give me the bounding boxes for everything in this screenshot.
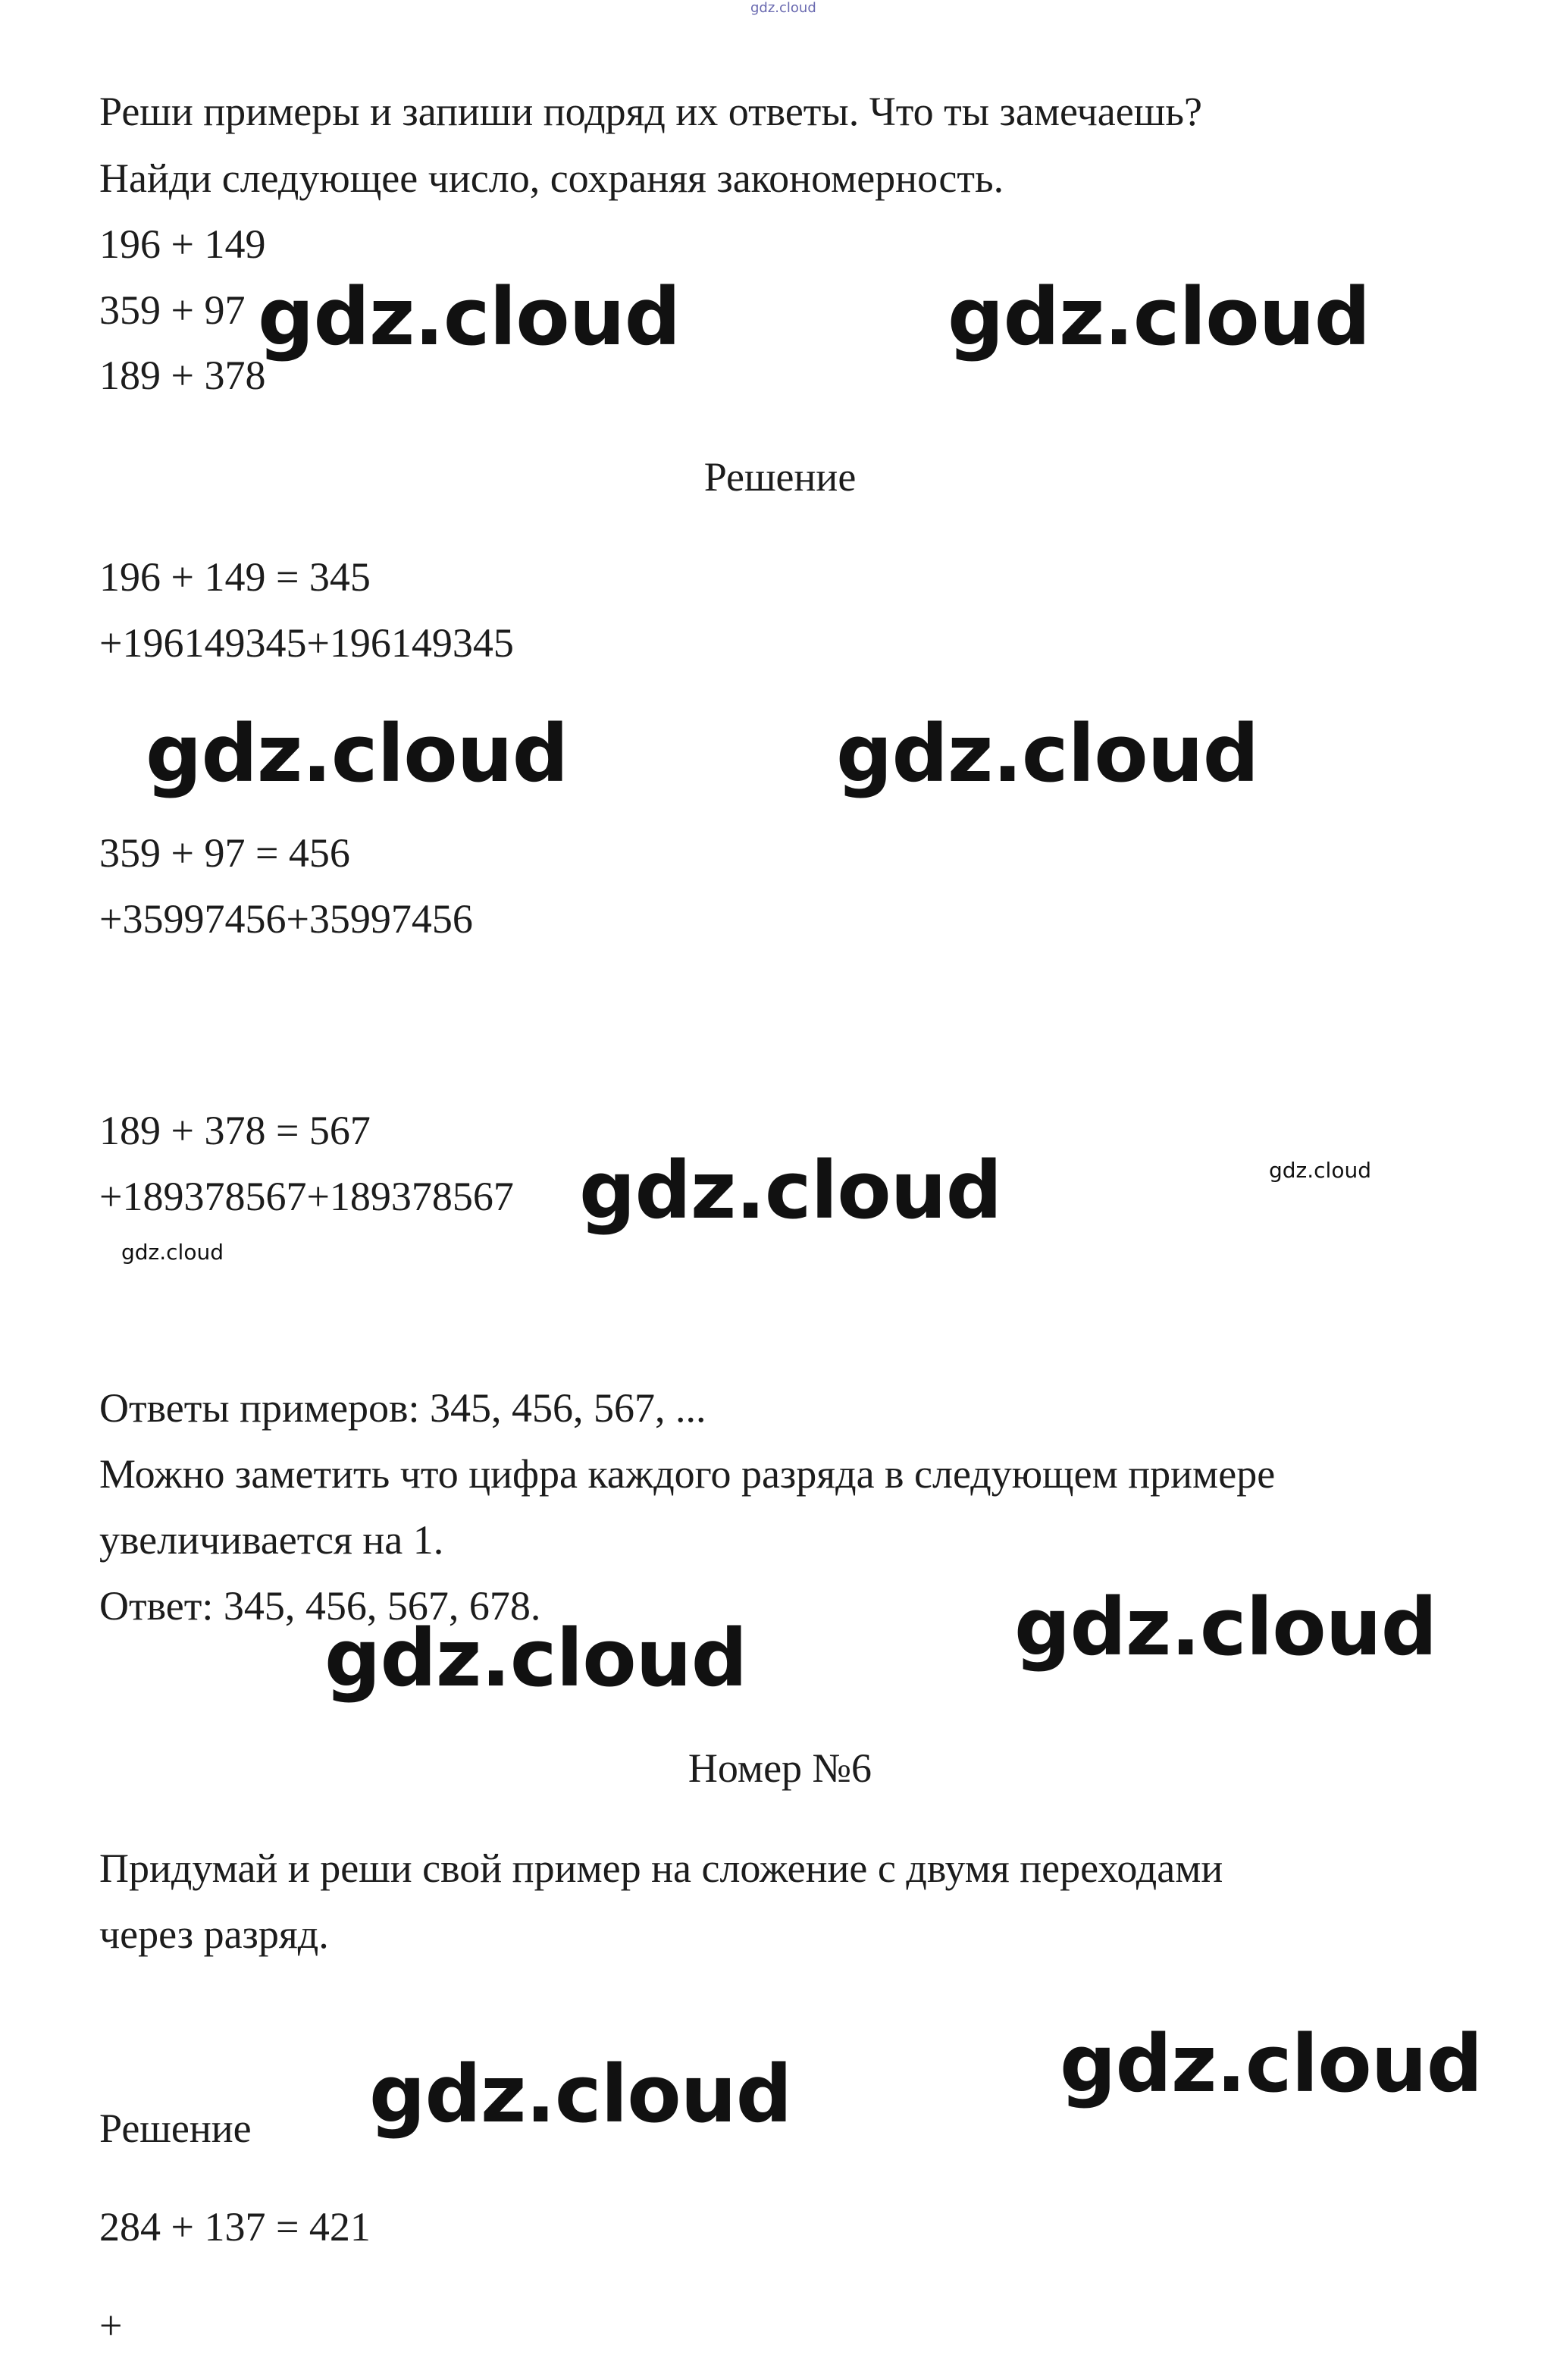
example-1: 196 + 149 xyxy=(99,221,266,267)
number6-column-start: + xyxy=(99,2303,123,2348)
watermark: gdz.cloud xyxy=(948,271,1370,363)
example-3: 189 + 378 xyxy=(99,353,266,398)
watermark: gdz.cloud xyxy=(258,271,681,363)
watermark: gdz.cloud xyxy=(579,1144,1002,1237)
watermark: gdz.cloud xyxy=(324,1612,747,1704)
top-watermark: gdz.cloud xyxy=(750,0,816,16)
solution-heading: Решение xyxy=(703,454,857,500)
watermark: gdz.cloud xyxy=(146,707,569,800)
task-line-2: Найди следующее число, сохраняя закономерность. xyxy=(99,155,1004,201)
solution-eq-2: 359 + 97 = 456 xyxy=(99,830,350,876)
number6-task-line-1: Придумай и реши свой пример на сложение с двумя переходами xyxy=(99,1845,1223,1891)
number6-solution-label: Решение xyxy=(99,2106,252,2151)
solution-eq-1: 196 + 149 = 345 xyxy=(99,554,371,600)
watermark-small: gdz.cloud xyxy=(1269,1158,1371,1183)
watermark-small: gdz.cloud xyxy=(121,1240,224,1265)
watermark: gdz.cloud xyxy=(1014,1581,1437,1673)
watermark: gdz.cloud xyxy=(369,2048,792,2140)
number6-equation: 284 + 137 = 421 xyxy=(99,2204,371,2250)
number6-task-line-2: через разряд. xyxy=(99,1911,329,1957)
solution-eq-3: 189 + 378 = 567 xyxy=(99,1108,371,1153)
solution-column-2: +35997456+35997456 xyxy=(99,896,473,942)
watermark: gdz.cloud xyxy=(836,707,1259,800)
note-line-1: Можно заметить что цифра каждого разряда в следующем примере xyxy=(99,1451,1276,1497)
solution-column-3: +189378567+189378567 xyxy=(99,1174,514,1219)
number6-heading: Номер №6 xyxy=(688,1745,872,1791)
task-line-1: Реши примеры и запиши подряд их ответы. Что ты замечаешь? xyxy=(99,89,1202,134)
note-line-2: увеличивается на 1. xyxy=(99,1517,444,1563)
example-2: 359 + 97 xyxy=(99,287,246,333)
final-answer: Ответ: 345, 456, 567, 678. xyxy=(99,1583,541,1629)
answers-line: Ответы примеров: 345, 456, 567, ... xyxy=(99,1385,706,1431)
solution-column-1: +196149345+196149345 xyxy=(99,620,514,666)
watermark: gdz.cloud xyxy=(1060,2018,1483,2110)
